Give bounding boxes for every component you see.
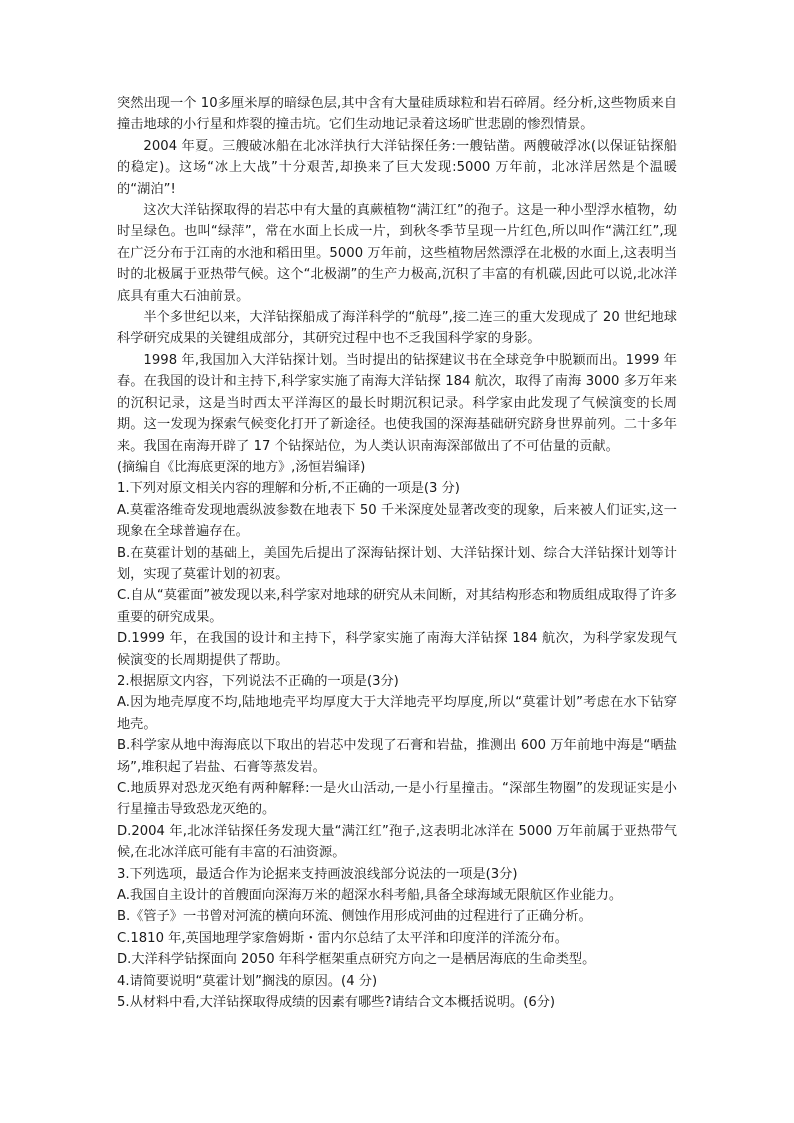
question-stem: 2.根据原文内容，下列说法不正确的一项是(3分) <box>117 673 399 689</box>
option-b: B.《管子》一书曾对河流的横向环流、侧蚀作用形成河曲的过程进行了正确分析。 <box>117 909 592 925</box>
option-a: A.因为地壳厚度不均,陆地地壳平均厚度大于大洋地壳平均厚度,所以“莫霍计划”考虑在水下钻穿地壳。 <box>117 695 677 732</box>
question-5 <box>117 992 677 1013</box>
option-d: D.大洋科学钻探面向 2050 年科学框架重点研究方向之一是栖居海底的生命类型。 <box>117 952 596 968</box>
passage-paragraph-2: 2004 年夏。三艘破冰船在北冰洋执行大洋钻探任务:一艘钻凿。两艘破浮冰(以保证钻探船的稳定)。这场“冰上大战”十分艰苦,却换来了巨大发现:5000 万年前，北冰洋居然是个温暖的“湖泊”! <box>117 138 677 197</box>
option-a: A.我国自主设计的首艘面向深海万米的超深水科考船,具备全球海域无限航区作业能力。 <box>117 888 623 904</box>
option-b: B.科学家从地中海海底以下取出的岩芯中发现了石膏和岩盐，推测出 600 万年前地中海是“晒盐场”,堆积起了岩盐、石膏等蒸发岩。 <box>117 738 677 775</box>
passage-paragraph-4: 半个多世纪以来，大洋钻探船成了海洋科学的“航母”,接二连三的重大发现成了 20 世纪地球科学研究成果的关键组成部分，其研究过程中也不乏我国科学家的身影。 <box>117 310 677 347</box>
passage-paragraph-1: 突然出现一个 10多厘米厚的暗绿色层,其中含有大量硅质球粒和岩石碎屑。经分析,这些物质来自撞击地球的小行星和炸裂的撞击坑。它们生动地记录着这场旷世悲剧的惨烈情景。 <box>117 96 677 133</box>
document-page <box>117 93 677 1013</box>
question-2 <box>117 671 677 864</box>
option-c: C.自从“莫霍面”被发现以来,科学家对地球的研究从未间断，对其结构形态和物质组成取得了许多重要的研究成果。 <box>117 588 677 625</box>
option-d: D.1999 年，在我国的设计和主持下，科学家实施了南海大洋钻探 184 航次，为科学家发现气候演变的长周期提供了帮助。 <box>117 631 677 668</box>
option-a: A.莫霍洛维奇发现地震纵波参数在地表下 50 千米深度处显著改变的现象，后来被人们证实,这一现象在全球普遍存在。 <box>117 502 677 540</box>
option-d: D.2004 年,北冰洋钻探任务发现大量“满江红”孢子,这表明北冰洋在 5000 万年前属于亚热带气候,在北冰洋底可能有丰富的石油资源。 <box>117 823 677 861</box>
passage-paragraph-5: 1998 年,我国加入大洋钻探计划。当时提出的钻探建议书在全球竞争中脱颖而出。1999 年春。在我国的设计和主持下,科学家实施了南海大洋钻探 184 航次，取得了南海 3000 多万年来的沉积记录，这是当时西太平洋海区的最长时期沉积记录。科学家由此发现了气候演变的长周期。这一发现为探索气候变化打开了新途径。也使我国的深海基础研究跻身世界前列。二十多年来。我国在南海开辟了 17 个钻探站位，为人类认识南海深部做出了不可估量的贡献。 <box>117 352 677 454</box>
passage-paragraph-3: 这次大洋钻探取得的岩芯中有大量的真蕨植物“满江红”的孢子。这是一种小型浮水植物，幼时呈绿色。也叫“绿萍”，常在水面上长成一片，到秋冬季节呈现一片红色,所以叫作“满江红”,现在广泛分布于江南的水池和稻田里。5000 万年前，这些植物居然漂浮在北极的水面上,这表明当时的北极属于亚热带气候。这个“北极湖”的生产力极高,沉积了丰富的有机碳,因此可以说,北冰洋底具有重大石油前景。 <box>117 203 677 304</box>
option-c: C.1810 年,英国地理学家詹姆斯・雷内尔总结了太平洋和印度洋的洋流分布。 <box>117 930 568 946</box>
question-stem: 3.下列选项，最适合作为论据来支持画波浪线部分说法的一项是(3分) <box>117 866 518 882</box>
source-citation: (摘编自《比海底更深的地方》,汤恒岩编译) <box>117 459 366 475</box>
option-b: B.在莫霍计划的基础上，美国先后提出了深海钻探计划、大洋钻探计划、综合大洋钻探计划等计划，实现了莫霍计划的初衷。 <box>117 545 677 582</box>
option-c: C.地质界对恐龙灭绝有两种解释:一是火山活动,一是小行星撞击。“深部生物圈”的发现证实是小行星撞击导致恐龙灭绝的。 <box>117 781 677 818</box>
question-stem: 4.请简要说明“莫霍计划”搁浅的原因。(4 分) <box>117 973 378 989</box>
question-stem: 1.下列对原文相关内容的理解和分析,不正确的一项是(3 分) <box>117 481 460 497</box>
question-4 <box>117 971 677 992</box>
question-stem: 5.从材料中看,大洋钻探取得成绩的因素有哪些?请结合文本概括说明。(6分) <box>117 995 556 1011</box>
question-3 <box>117 864 677 971</box>
question-1 <box>117 478 677 671</box>
